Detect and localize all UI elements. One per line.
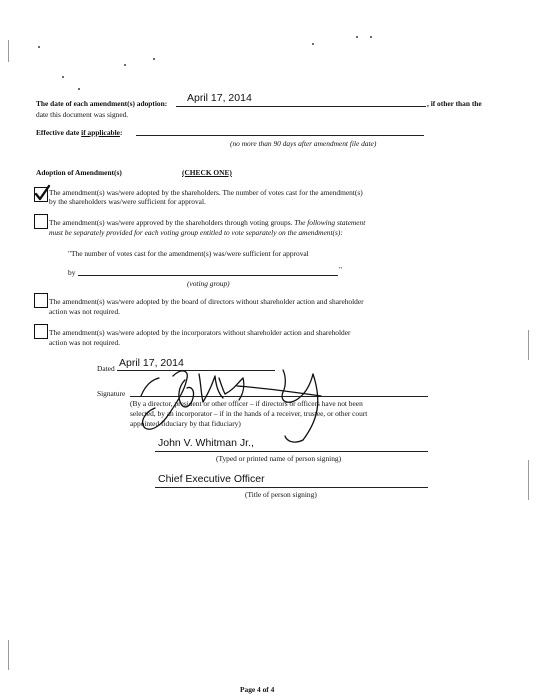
scan-speck [356,36,358,38]
signature-label: Signature [97,389,126,398]
signature-note-line3: appointed fiduciary by that fiduciary) [130,419,241,428]
amendment-date-value: April 17, 2014 [187,92,252,104]
voting-group-note: (voting group) [187,279,230,288]
adoption-title: Adoption of Amendment(s) [36,168,122,177]
scan-edge-mark [528,330,529,360]
voting-group-line [78,275,338,276]
scan-speck [312,43,314,45]
effective-date-note: (no more than 90 days after amendment file date) [230,139,377,148]
amendment-date-label: The date of each amendment(s) adoption: [36,99,168,108]
signature-note-line2: selected, by an incorporator – if in the hands of a receiver, trustee, or other court [130,409,368,418]
page-number: Page 4 of 4 [240,685,275,694]
option-1-text-line1: The amendment(s) was/were adopted by the shareholders. The number of votes cast for the amendment(s) [49,188,363,197]
scan-speck [62,76,64,78]
signer-title: Chief Executive Officer [158,473,265,485]
option-3-text-line1: The amendment(s) was/were adopted by the board of directors without shareholder action and shareholder [49,297,364,306]
scan-speck [78,88,80,90]
scan-speck [370,36,372,38]
option-3-checkbox[interactable] [34,293,48,308]
option-2-checkbox[interactable] [34,214,48,229]
amendment-date-suffix: , if other than the [427,99,482,108]
amendment-date-continuation: date this document was signed. [36,110,129,119]
scan-edge-mark [8,640,9,670]
scan-speck [38,46,40,48]
amendment-date-line [176,106,426,107]
option-2-text-line2: must be separately provided for each voting group entitled to vote separately on the amendment(s): [49,228,343,237]
handwritten-signature [115,356,355,448]
voting-close-quote: " [339,265,343,274]
voting-statement: "The number of votes cast for the amendment(s) was/were sufficient for approval [68,249,309,258]
signature-note-line1: (By a director, president or other officer – if directors or officers have not been [130,399,363,408]
scan-edge-mark [528,460,529,500]
dated-label: Dated [97,364,115,373]
option-1-text-line2: by the shareholders was/were sufficient for approval. [49,197,206,206]
option-3-text-line2: action was not required. [49,307,121,316]
title-line [155,487,428,488]
scan-speck [153,58,155,60]
scan-edge-mark [8,40,9,62]
effective-date-label: Effective date if applicable: [36,128,123,137]
option-4-text-line2: action was not required. [49,338,121,347]
option-2-text-line1: The amendment(s) was/were approved by the shareholders through voting groups. The following statement [49,218,366,227]
name-line [155,451,428,452]
name-note: (Typed or printed name of person signing) [216,454,342,463]
check-one-label: (CHECK ONE) [182,168,232,177]
effective-date-line [136,135,424,136]
signer-name: John V. Whitman Jr., [158,437,254,449]
option-4-text-line1: The amendment(s) was/were adopted by the incorporators without shareholder action and shareholder [49,328,351,337]
dated-value: April 17, 2014 [119,357,184,369]
scan-speck [124,64,126,66]
option-4-checkbox[interactable] [34,324,48,339]
title-note: (Title of person signing) [245,490,317,499]
voting-by-label: by [68,268,76,277]
